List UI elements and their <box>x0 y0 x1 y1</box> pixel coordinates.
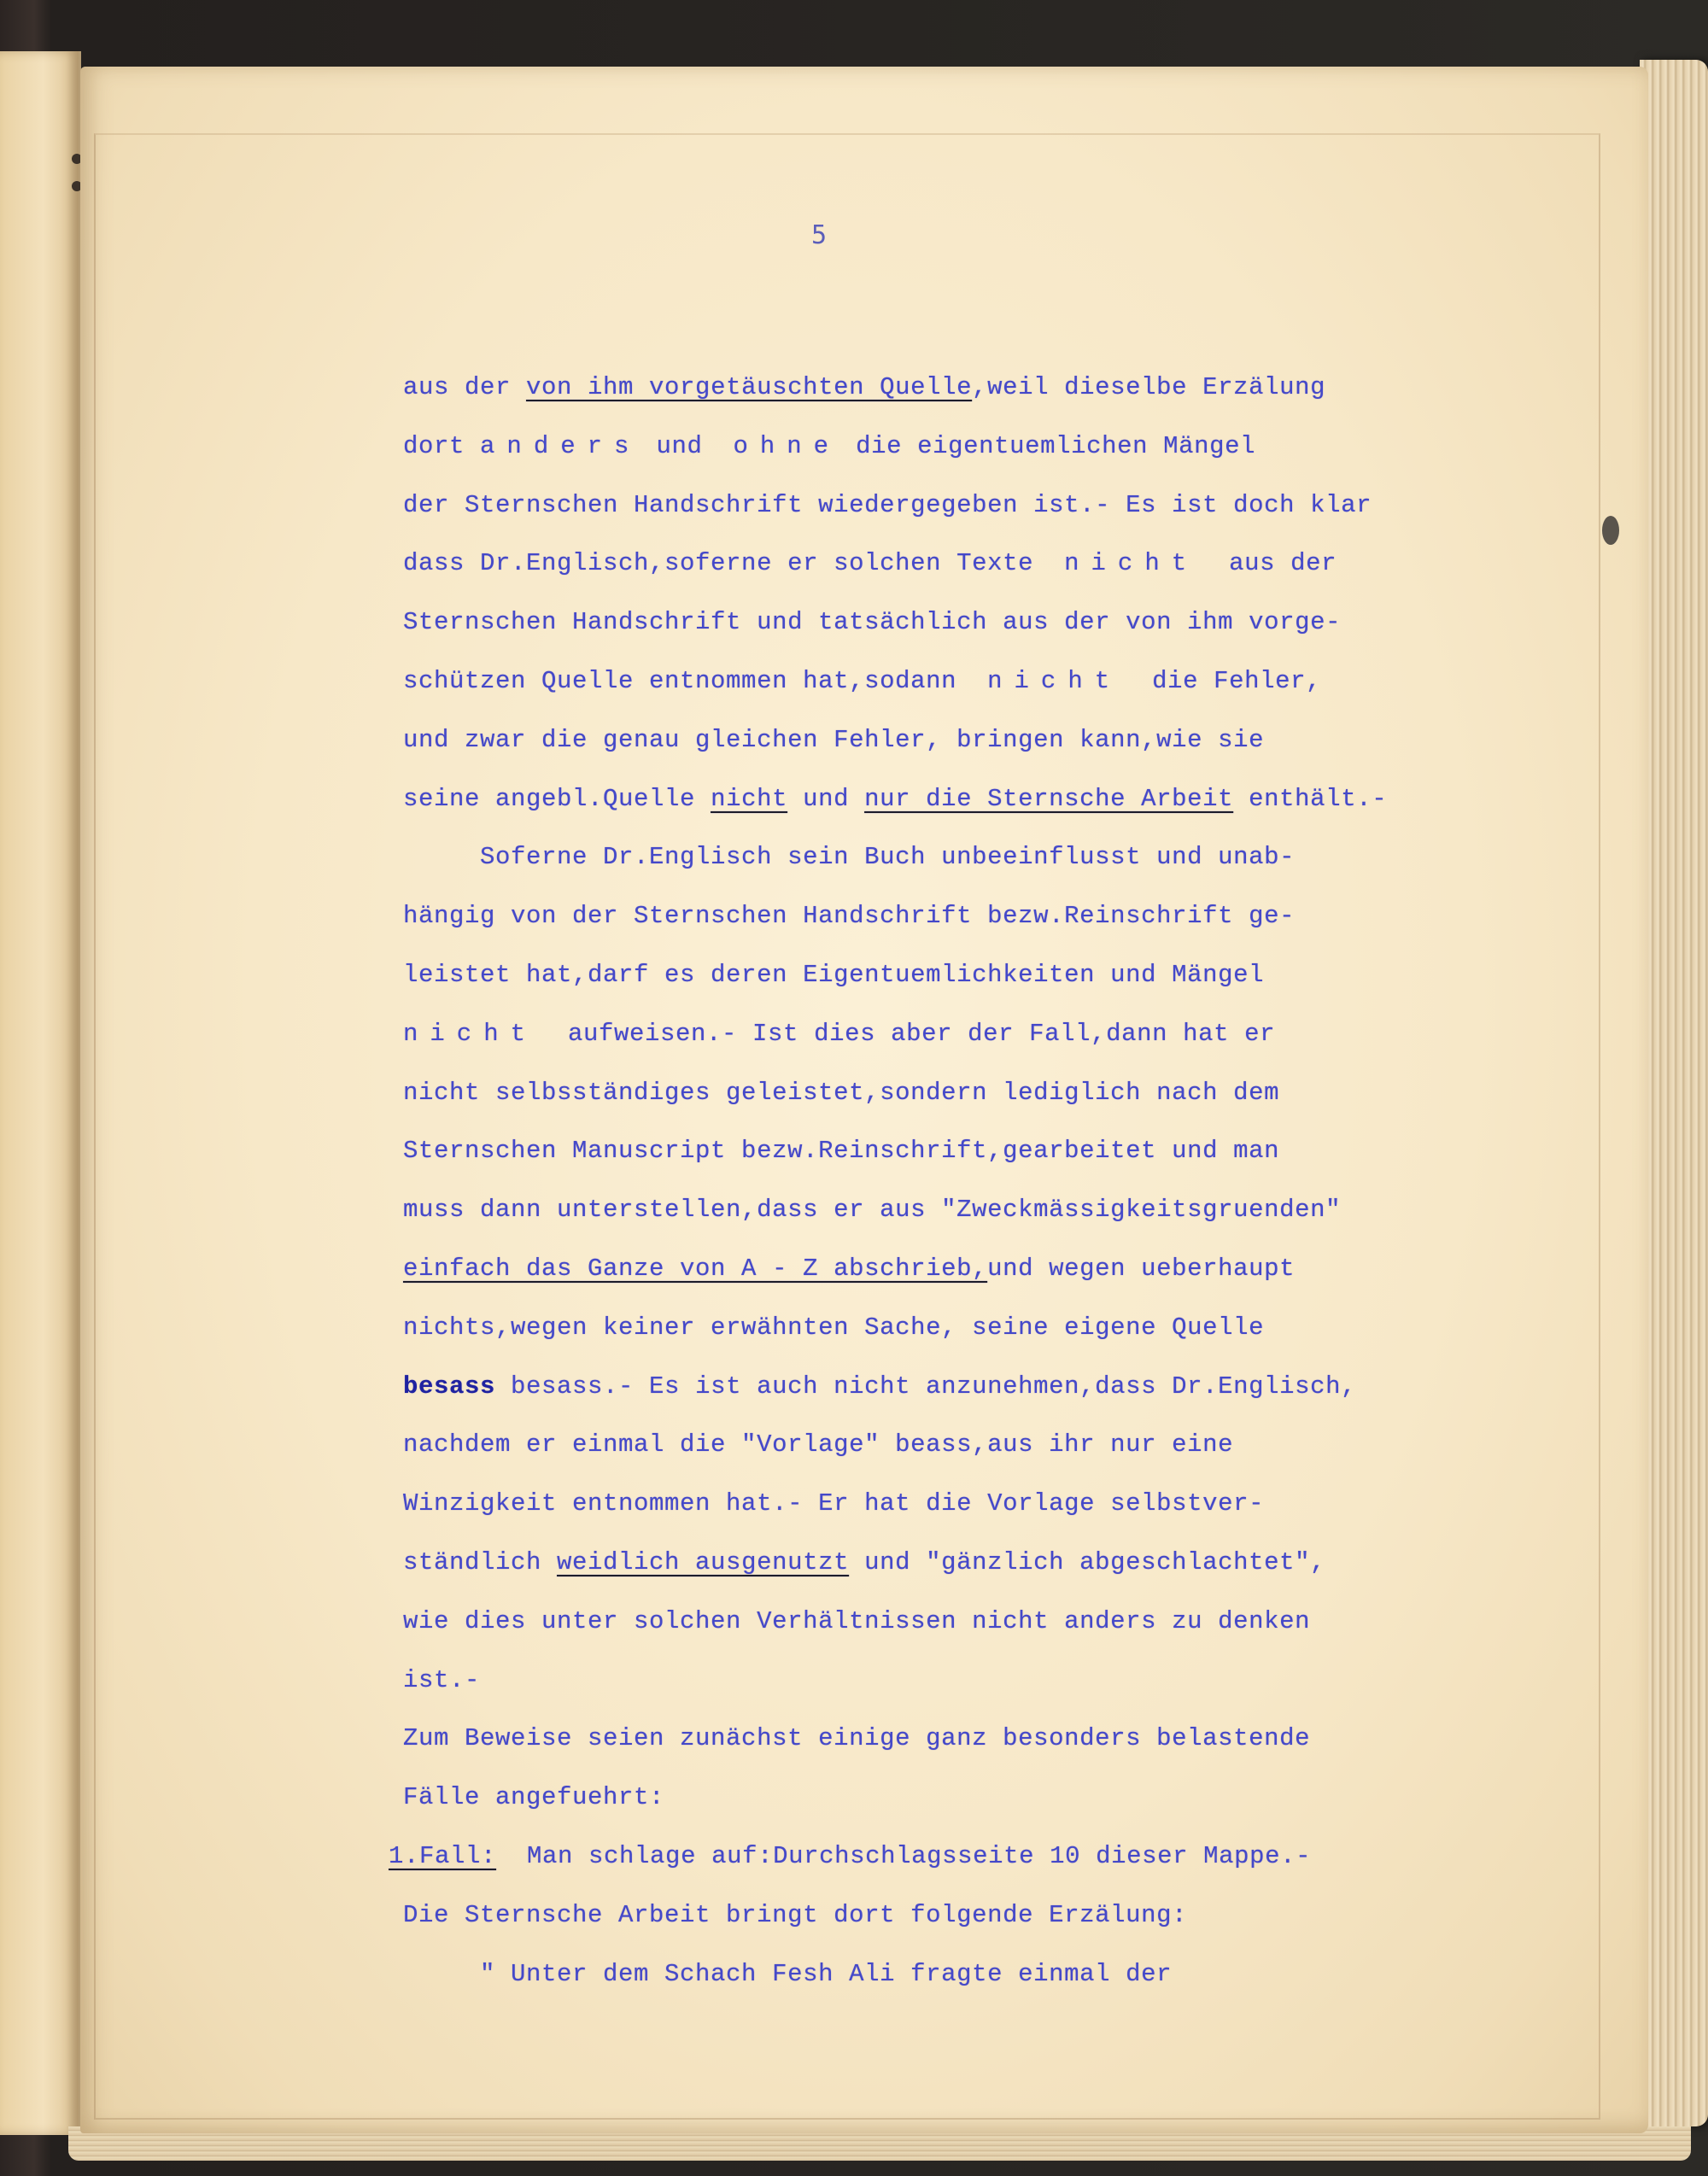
text-line <box>403 1313 1264 1343</box>
text-line <box>403 1078 1279 1108</box>
text-segment: Die Sternsche Arbeit bringt dort folgende Erzälung: <box>403 1900 1188 1929</box>
text-segment: ist.- <box>403 1665 481 1694</box>
text-line <box>389 1841 1311 1872</box>
text-segment: und "gänzlich abgeschlachtet", <box>849 1548 1326 1576</box>
spaced-emphasis-word: anders <box>480 431 641 460</box>
text-segment: und zwar die genau gleichen Fehler, bringen kann,wie sie <box>403 725 1265 754</box>
text-segment: Fälle angefuehrt: <box>403 1783 665 1812</box>
text-segment: Zum Beweise seien zunächst einige ganz besonders belastende <box>403 1724 1311 1753</box>
text-line <box>403 784 1387 815</box>
text-segment: muss dann unterstellen,dass er aus "Zweckmässigkeitsgruenden" <box>403 1196 1342 1225</box>
underlined-phrase: einfach das Ganze von A - Z abschrieb, <box>403 1255 988 1283</box>
underlined-phrase: von ihm vorgetäuschten Quelle <box>526 373 973 401</box>
text-segment: die eigentuemlichen Mängel <box>840 431 1256 460</box>
text-segment: und <box>640 431 734 460</box>
text-line <box>403 1606 1310 1637</box>
underlined-phrase: nicht <box>711 784 788 813</box>
text-line <box>403 725 1264 756</box>
spaced-emphasis-word: ohne <box>733 431 841 460</box>
text-line <box>403 1723 1310 1754</box>
text-segment: der Sternschen Handschrift wiedergegeben ist.- Es ist doch klar <box>403 490 1372 519</box>
text-segment: seine angebl.Quelle <box>403 784 711 813</box>
text-line <box>403 1019 1275 1050</box>
page-number: 5 <box>811 220 828 250</box>
text-line <box>403 1547 1325 1578</box>
text-line <box>403 901 1295 932</box>
text-line <box>403 666 1321 697</box>
previous-page-edge <box>0 51 81 2135</box>
text-segment: Man schlage auf:Durchschlagsseite 10 dieser Mappe.- <box>496 1842 1312 1870</box>
text-segment: hängig von der Sternschen Handschrift bezw.Reinschrift ge- <box>403 902 1296 931</box>
text-segment: aus der <box>1198 549 1337 578</box>
text-segment: nachdem er einmal die "Vorlage" beass,aus ihr nur eine <box>403 1430 1234 1459</box>
text-segment: die Fehler, <box>1121 667 1322 695</box>
underlined-phrase: weidlich ausgenutzt <box>557 1548 850 1576</box>
text-segment: ständlich <box>403 1548 558 1576</box>
spaced-emphasis-word: nicht <box>1064 549 1199 578</box>
text-segment: besass.- Es ist auch nicht anzunehmen,dass Dr.Englisch, <box>495 1372 1357 1401</box>
text-segment: aufweisen.- Ist dies aber der Fall,dann hat er <box>537 1019 1276 1048</box>
text-segment: " Unter dem Schach Fesh Ali fragte einmal der <box>403 1959 1173 1988</box>
text-segment: dass Dr.Englisch,soferne er solchen Texte <box>403 549 1065 578</box>
struck-out-word: besass <box>403 1372 496 1401</box>
text-segment: enthält.- <box>1233 784 1388 813</box>
text-line <box>403 1782 664 1813</box>
text-line <box>403 1254 1295 1284</box>
text-segment: nichts,wegen keiner erwähnten Sache, seine eigene Quelle <box>403 1313 1265 1342</box>
text-segment: und <box>787 784 865 813</box>
text-segment: Sternschen Manuscript bezw.Reinschrift,gearbeitet und man <box>403 1137 1280 1166</box>
underlined-phrase: 1.Fall: <box>389 1842 497 1870</box>
text-line <box>403 1195 1341 1225</box>
text-segment: dort <box>403 431 481 460</box>
text-segment: wie dies unter solchen Verhältnissen nicht anders zu denken <box>403 1606 1311 1635</box>
text-line <box>403 548 1337 579</box>
text-segment: aus der <box>403 373 527 401</box>
text-line <box>403 431 1255 462</box>
text-line <box>403 490 1372 521</box>
text-line <box>403 1959 1172 1990</box>
text-segment: ,weil dieselbe Erzälung <box>972 373 1326 401</box>
underlined-phrase: nur die Sternsche Arbeit <box>864 784 1234 813</box>
ink-blot-icon <box>1602 516 1619 545</box>
text-line <box>403 960 1264 991</box>
text-line <box>403 1665 480 1696</box>
text-segment: und wegen ueberhaupt <box>987 1255 1296 1283</box>
text-line <box>403 842 1295 873</box>
text-segment: leistet hat,darf es deren Eigentuemlichkeiten und Mängel <box>403 961 1265 989</box>
spaced-emphasis-word: nicht <box>987 667 1122 695</box>
page-stack-edges <box>1640 60 1708 2126</box>
text-segment: Winzigkeit entnommen hat.- Er hat die Vorlage selbstver- <box>403 1489 1265 1518</box>
text-line <box>403 1489 1264 1519</box>
text-segment: nicht selbsständiges geleistet,sondern lediglich nach dem <box>403 1078 1280 1107</box>
text-line <box>403 372 1325 403</box>
text-segment: schützen Quelle entnommen hat,sodann <box>403 667 988 695</box>
text-line <box>403 1136 1279 1167</box>
text-segment: Soferne Dr.Englisch sein Buch unbeeinflusst und unab- <box>403 843 1296 872</box>
text-line <box>403 1372 1356 1402</box>
text-line <box>403 1430 1233 1460</box>
text-segment: Sternschen Handschrift und tatsächlich aus der von ihm vorge- <box>403 608 1342 637</box>
text-line <box>403 1900 1187 1931</box>
text-line <box>403 607 1341 638</box>
spaced-emphasis-word: nicht <box>403 1019 538 1048</box>
